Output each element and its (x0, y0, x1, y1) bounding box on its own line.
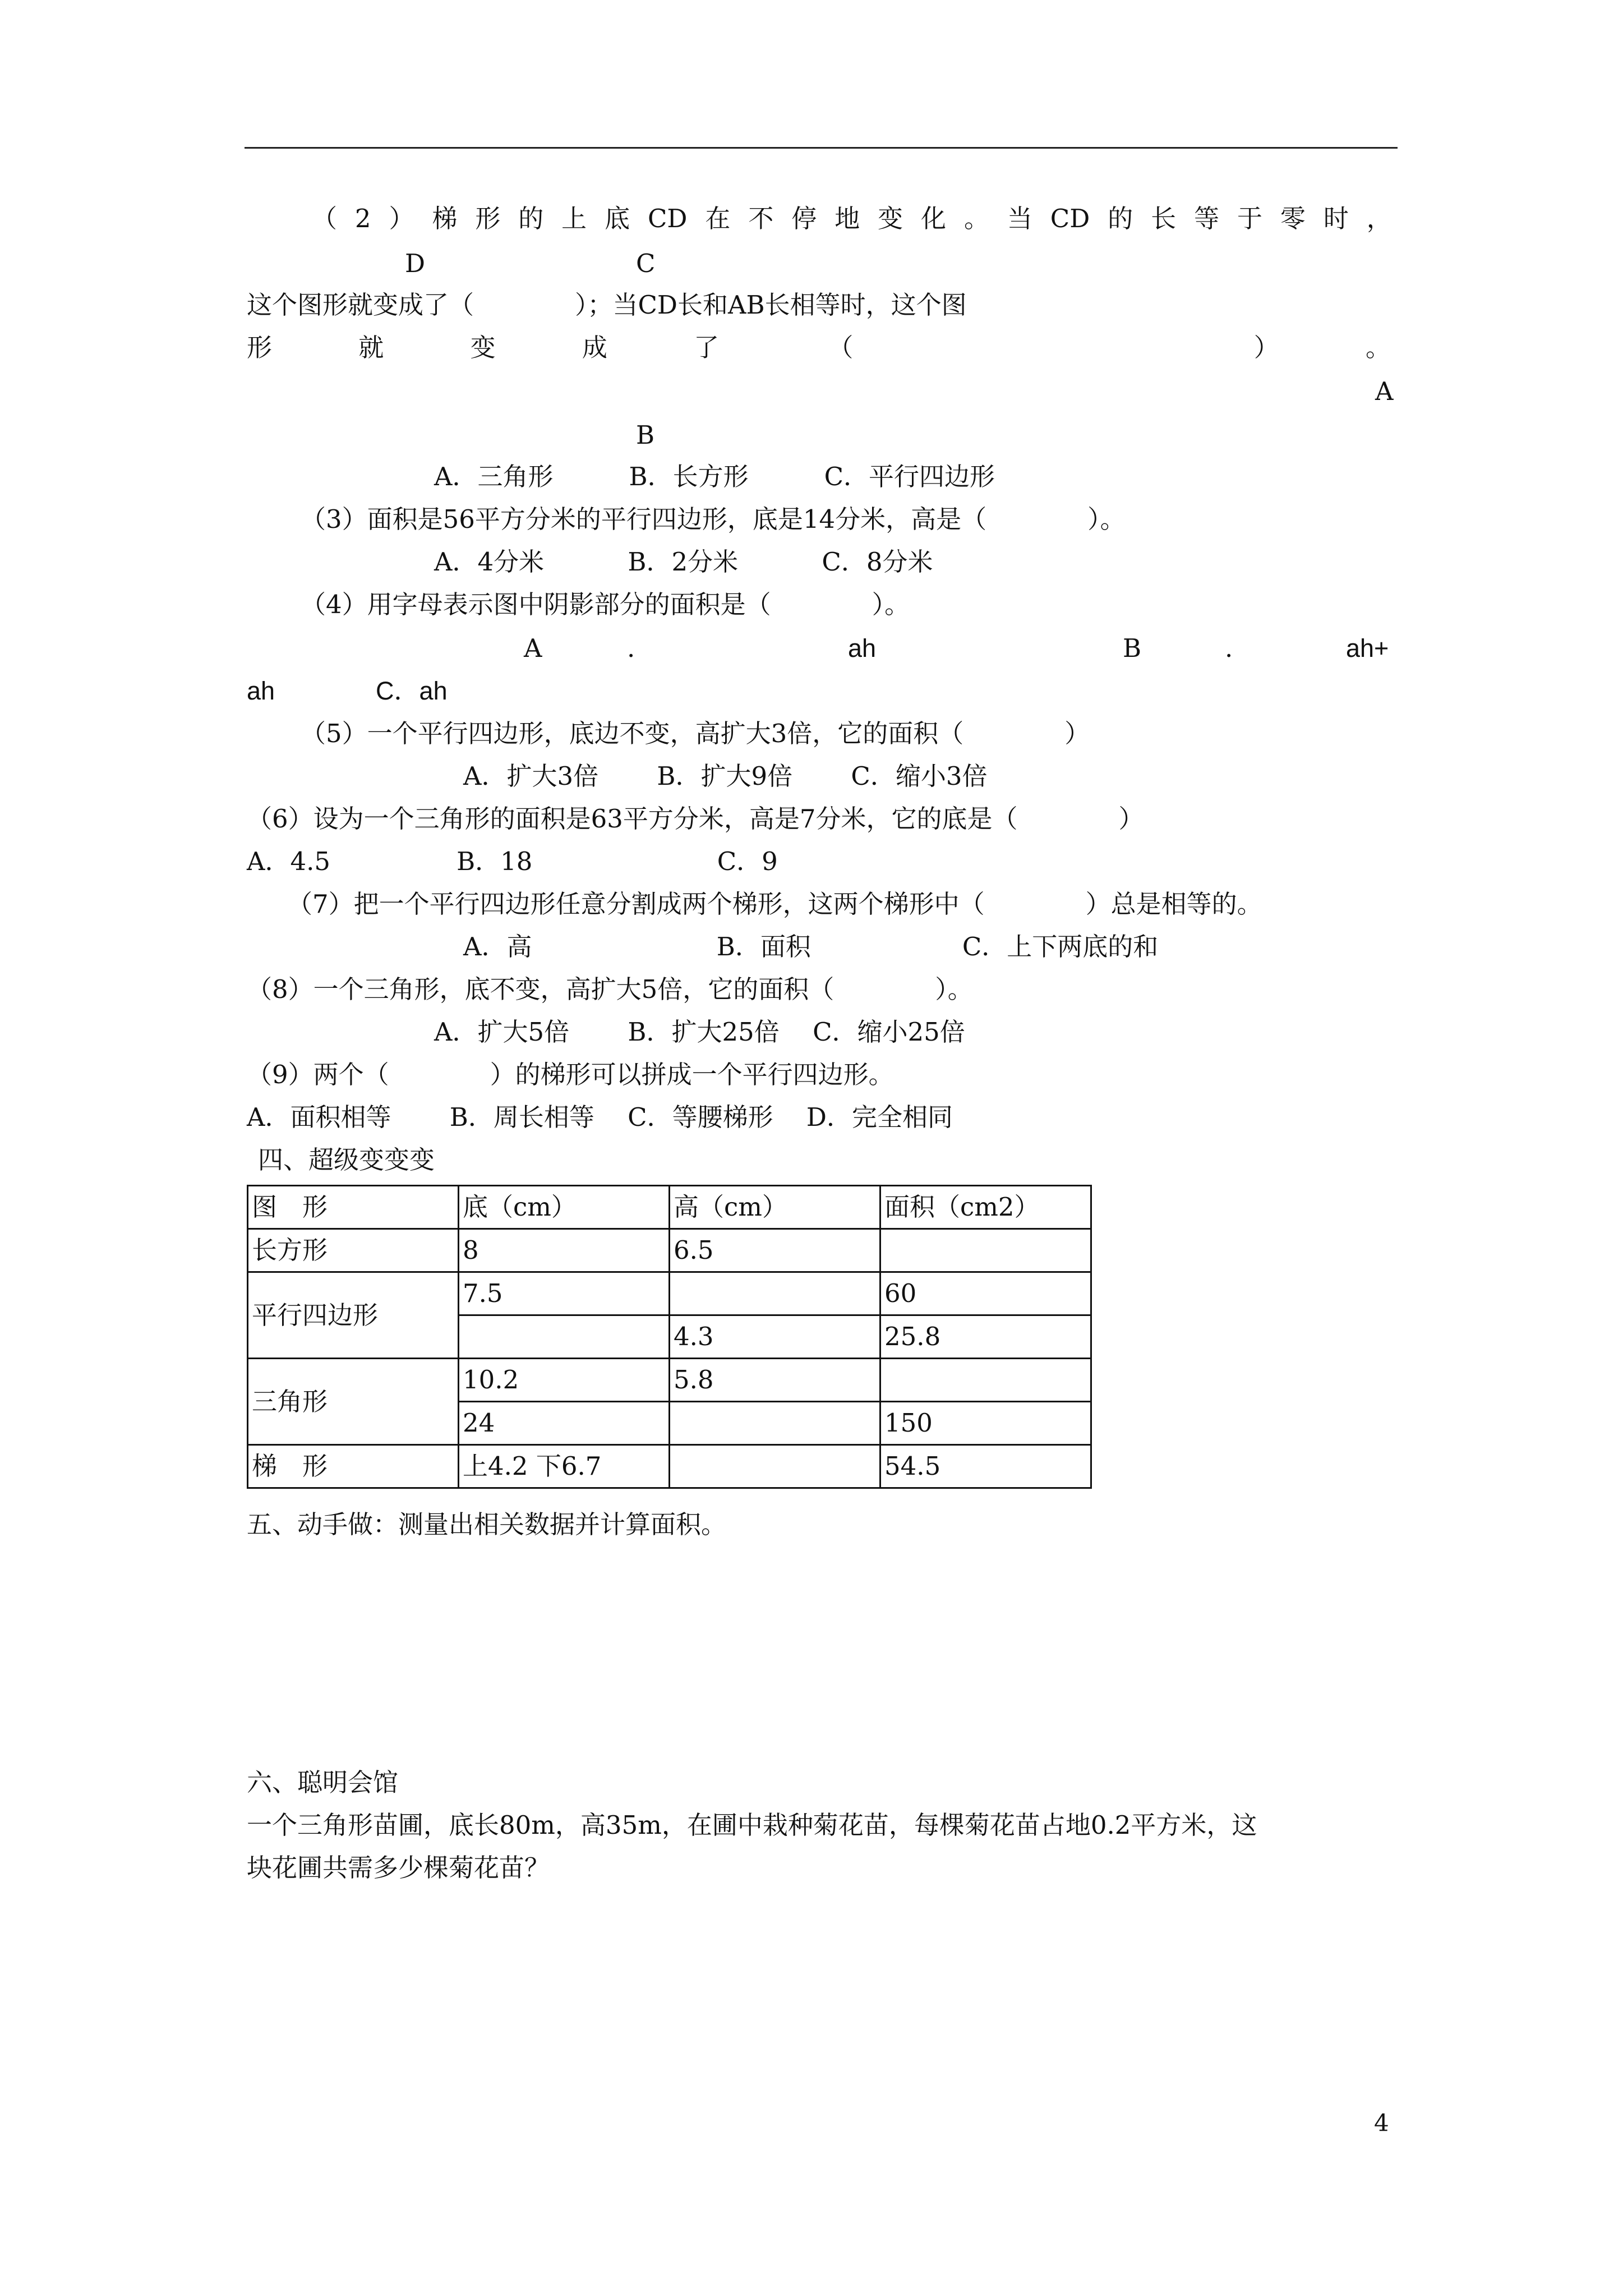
q4-opt-b-val: ah+ (1346, 634, 1389, 662)
tri-r2-height-blank[interactable] (670, 1402, 880, 1445)
q2-l3-w7: 。 (1365, 333, 1391, 362)
trap-name: 梯 形 (248, 1445, 459, 1488)
q2-w2: ） (389, 204, 414, 233)
rect-height: 6.5 (670, 1229, 880, 1272)
q5-stem: （5）一个平行四边形，底边不变，高扩大3倍，它的面积（ ） (301, 719, 1090, 748)
q2-w21: 于 (1237, 204, 1262, 233)
q2-line1 (312, 203, 1392, 234)
tri-r2-base: 24 (459, 1402, 670, 1445)
q2-l3-w1: 就 (358, 333, 384, 362)
q7-stem: （7）把一个平行四边形任意分割成两个梯形，这两个梯形中（ ）总是相等的。 (287, 889, 1262, 919)
q2-line2: 这个图形就变成了（ ）；当CD长和AB长相等时，这个图 (247, 290, 967, 320)
q4-stem: （4）用字母表示图中阴影部分的面积是（ ）。 (301, 590, 910, 619)
para-r1-height-blank[interactable] (670, 1272, 880, 1315)
q6-stem: （6）设为一个三角形的面积是63平方分米，高是7分米，它的底是（ ） (247, 804, 1144, 834)
q2-w0: （ (312, 204, 338, 233)
q4-opt-a-val: ah (848, 634, 877, 662)
q4-opt-line2: ah C．ah (247, 677, 448, 705)
q2-w1: 2 (354, 204, 371, 233)
q4-opt-b-dot: . (1225, 633, 1233, 663)
q2-w22: 零 (1280, 204, 1306, 233)
table-row (248, 1229, 1091, 1272)
section6-line1: 一个三角形苗圃，底长80m，高35m，在圃中栽种菊花苗，每棵菊花苗占地0.2平方米，这 (247, 1810, 1257, 1840)
q2-line3 (247, 332, 1391, 364)
q2-w3: 梯 (432, 204, 458, 233)
para-r1-base: 7.5 (459, 1272, 670, 1315)
table-row (248, 1272, 1091, 1315)
section6-line2: 块花圃共需多少棵菊花苗？ (247, 1853, 550, 1883)
rect-name: 长方形 (248, 1229, 459, 1272)
q2-w6: 上 (561, 204, 587, 233)
rect-area-blank[interactable] (880, 1229, 1091, 1272)
q2-w10: 不 (748, 204, 774, 233)
table-row (248, 1359, 1091, 1402)
q7-options: A．高 B．面积 C．上下两底的和 (463, 932, 1159, 961)
tri-r1-height: 5.8 (670, 1359, 880, 1402)
q2-l3-w6: ） (1253, 333, 1279, 362)
q2-l3-w2: 变 (470, 333, 496, 362)
q2-w8: CD (648, 204, 688, 233)
tri-r1-area-blank[interactable] (880, 1359, 1091, 1402)
q2-l3-w3: 成 (582, 333, 607, 362)
para-r2-area: 25.8 (880, 1315, 1091, 1359)
table-row (248, 1445, 1091, 1488)
q4-opt-a: A (524, 633, 542, 663)
q2-w24: ， (1366, 204, 1392, 233)
q2-label-b: B (636, 420, 655, 450)
q2-w14: 化 (921, 204, 947, 233)
trap-base: 上4.2 下6.7 (459, 1445, 670, 1488)
q2-w12: 地 (834, 204, 860, 233)
q2-l3-w5: （ (828, 333, 854, 362)
q4-opt-b: B (1123, 633, 1142, 663)
q2-options: A．三角形 B．长方形 C．平行四边形 (434, 462, 995, 491)
q2-w4: 形 (475, 204, 501, 233)
q2-w20: 等 (1194, 204, 1220, 233)
q2-w23: 时 (1323, 204, 1349, 233)
q2-w19: 长 (1151, 204, 1177, 233)
q2-w5: 的 (518, 204, 544, 233)
q2-w16: 当 (1007, 204, 1032, 233)
q2-w17: CD (1050, 204, 1090, 233)
q2-l3-w4: 了 (694, 333, 720, 362)
header-height: 高（cm） (670, 1186, 880, 1229)
q3-stem: （3）面积是56平方分米的平行四边形，底是14分米，高是（ ）。 (301, 504, 1126, 534)
area-table (247, 1185, 1092, 1489)
trap-area: 54.5 (880, 1445, 1091, 1488)
section4-title: 四、超级变变变 (258, 1145, 435, 1175)
rect-base: 8 (459, 1229, 670, 1272)
table-header-row (248, 1186, 1091, 1229)
q8-stem: （8）一个三角形，底不变，高扩大5倍，它的面积（ ）。 (247, 974, 973, 1004)
para-r2-height: 4.3 (670, 1315, 880, 1359)
q2-w11: 停 (791, 204, 817, 233)
header-base: 底（cm） (459, 1186, 670, 1229)
q5-options: A．扩大3倍 B．扩大9倍 C．缩小3倍 (463, 761, 988, 791)
q4-opt-a-dot: . (627, 633, 635, 663)
page-number: 4 (1374, 2109, 1389, 2137)
q2-w13: 变 (878, 204, 903, 233)
header-rule (245, 147, 1398, 149)
header-shape: 图 形 (248, 1186, 459, 1229)
section5-title: 五、动手做：测量出相关数据并计算面积。 (247, 1510, 727, 1539)
q9-options: A．面积相等 B．周长相等 C．等腰梯形 D．完全相同 (247, 1102, 953, 1132)
q8-options: A．扩大5倍 B．扩大25倍 C．缩小25倍 (434, 1017, 965, 1047)
q2-w9: 在 (705, 204, 731, 233)
para-r2-base-blank[interactable] (459, 1315, 670, 1359)
header-area: 面积（cm2） (880, 1186, 1091, 1229)
q6-options: A．4.5 B．18 C．9 (247, 846, 778, 876)
q9-stem: （9）两个（ ）的梯形可以拼成一个平行四边形。 (247, 1060, 894, 1089)
q3-options: A．4分米 B．2分米 C．8分米 (434, 547, 933, 577)
q2-w15: 。 (963, 204, 989, 233)
trap-height-blank[interactable] (670, 1445, 880, 1488)
tri-r2-area: 150 (880, 1402, 1091, 1445)
para-name: 平行四边形 (248, 1272, 459, 1359)
q2-label-d: D (405, 249, 426, 278)
q2-label-a: A (1375, 376, 1394, 406)
q2-label-c: C (636, 249, 656, 278)
tri-r1-base: 10.2 (459, 1359, 670, 1402)
q2-w7: 底 (605, 204, 630, 233)
q2-l3-w0: 形 (247, 333, 273, 362)
tri-name: 三角形 (248, 1359, 459, 1445)
q2-w18: 的 (1108, 204, 1133, 233)
section6-title: 六、聪明会馆 (247, 1768, 399, 1797)
para-r1-area: 60 (880, 1272, 1091, 1315)
